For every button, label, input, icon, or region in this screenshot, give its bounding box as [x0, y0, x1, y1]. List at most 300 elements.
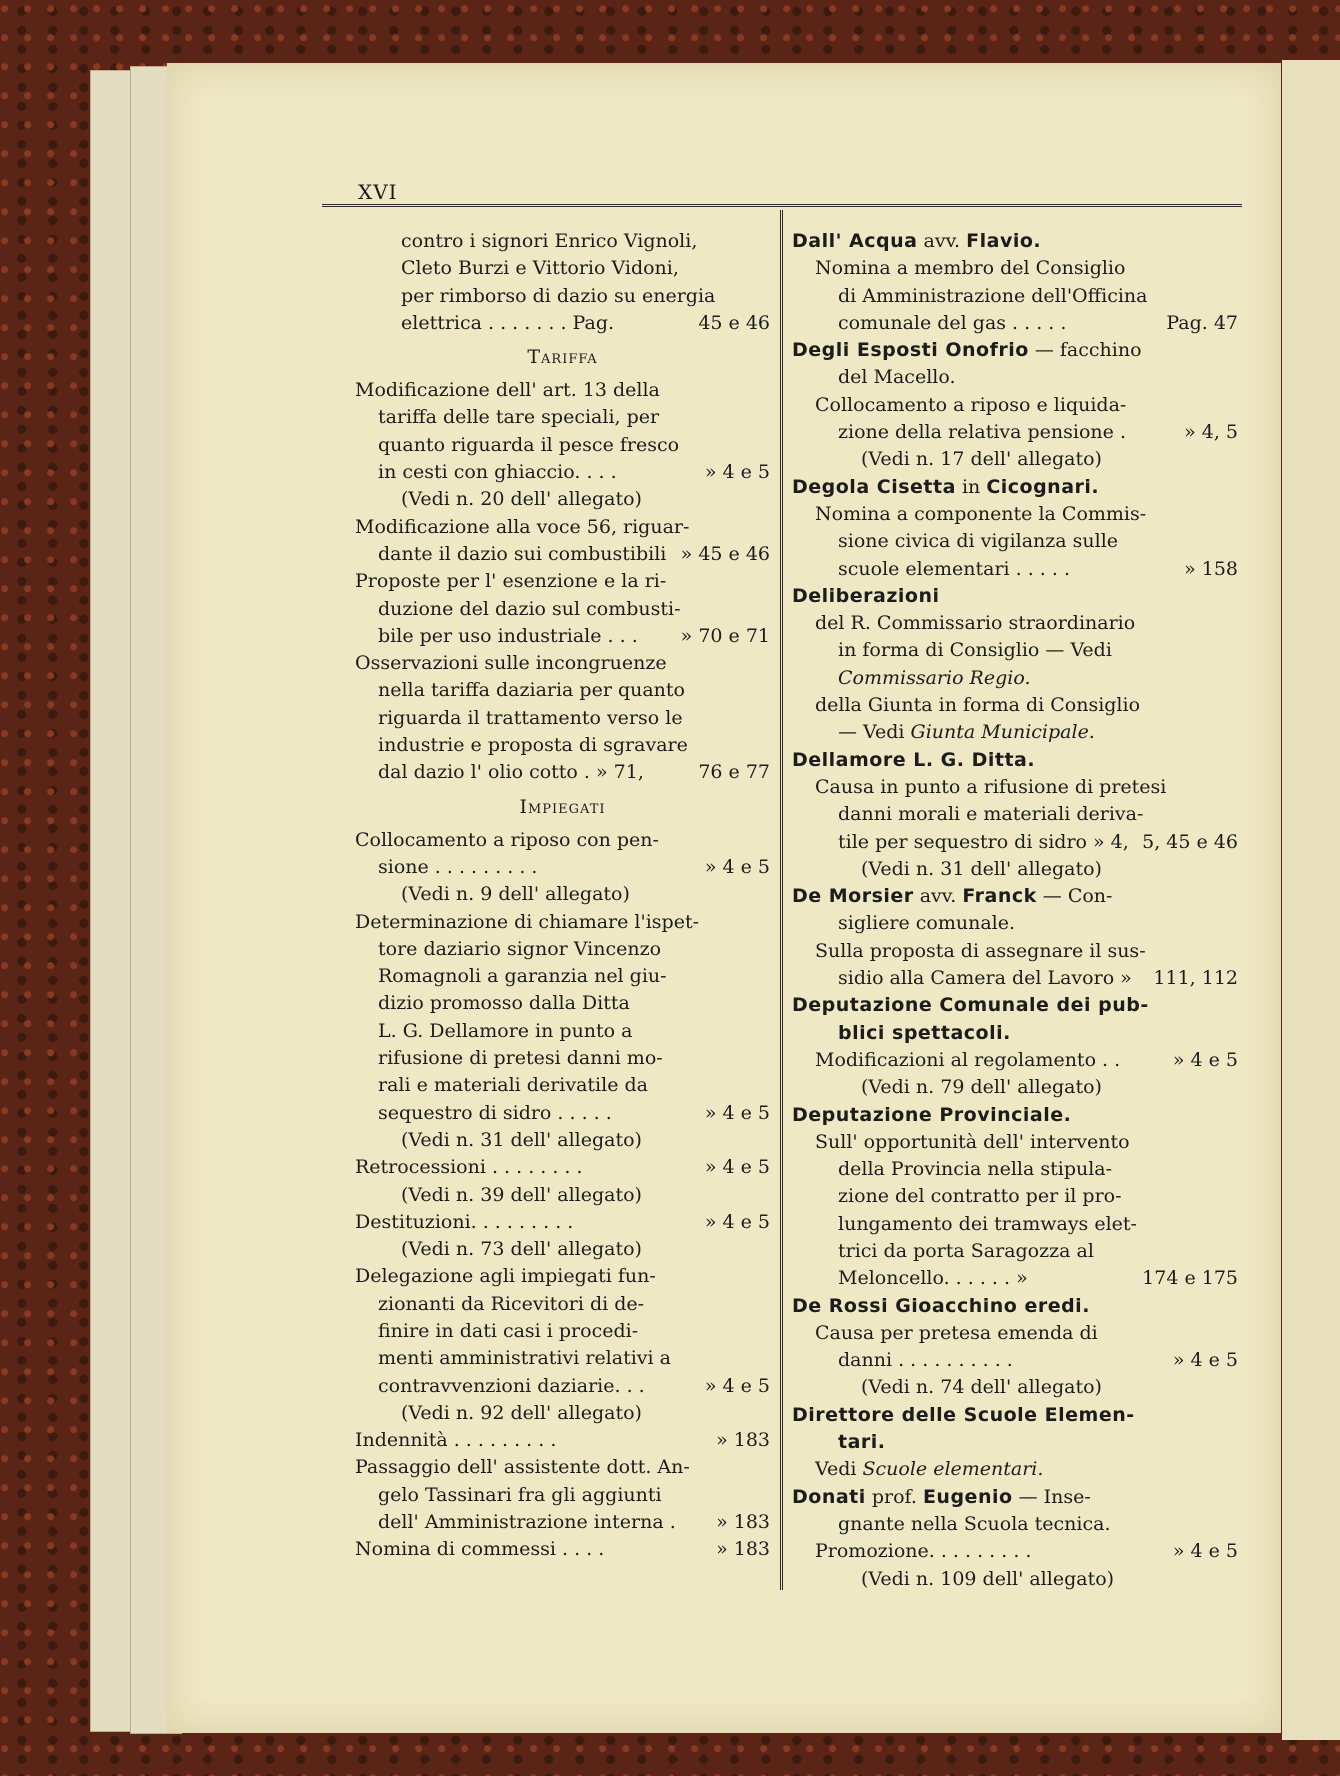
entry-description: elettrica . . . . . . . Pag. [401, 311, 615, 334]
entry-text [355, 1154, 583, 1181]
entry-text [378, 854, 537, 881]
entry-text [838, 1238, 1094, 1265]
index-line [355, 732, 770, 759]
entry-description: per rimborso di dazio su energia [401, 284, 716, 307]
index-line [792, 1047, 1238, 1074]
index-line [792, 1211, 1238, 1238]
entry-description: scuole elementari . . . . . [838, 557, 1071, 580]
entry-description: Determinazione di chiamare l'ispet- [355, 910, 700, 933]
page-reference: 45 e 46 [698, 311, 770, 334]
index-line [355, 936, 770, 963]
index-line [355, 596, 770, 623]
entry-description: Nomina a membro del Consiglio [815, 257, 1126, 280]
entry-description: (Vedi n. 109 dell' allegato) [861, 1567, 1115, 1590]
index-line [792, 1429, 1238, 1456]
page-reference: 5, 45 e 46 [1142, 830, 1238, 853]
entry-description: menti amministrativi relativi a [378, 1347, 671, 1370]
entry-description: sigliere comunale. [838, 912, 1016, 935]
entry-text [355, 827, 659, 854]
index-line [355, 228, 770, 255]
entry-name: Direttore delle Scuole Elemen- [792, 1403, 1135, 1426]
entry-name: Dall' Acqua [792, 230, 918, 252]
index-line [792, 255, 1238, 282]
entry-text [378, 1045, 663, 1072]
entry-description: avv. [917, 230, 967, 252]
entry-description: (Vedi n. 20 dell' allegato) [401, 488, 642, 511]
entry-text [401, 1127, 642, 1154]
entry-description: dante il dazio sui combustibili [378, 542, 667, 565]
entry-description: Meloncello. . . . . . » [838, 1267, 1028, 1290]
index-line [355, 705, 770, 732]
index-line [355, 1236, 770, 1263]
entry-text [838, 910, 1015, 937]
entry-text [401, 228, 697, 255]
entry-description: Delegazione agli impiegati fun- [355, 1265, 656, 1288]
entry-description: Romagnoli a garanzia nel giu- [378, 965, 667, 988]
page-reference: » 4 e 5 [704, 1210, 770, 1233]
entry-description: Sulla proposta di assegnare il sus- [815, 939, 1146, 962]
index-line [792, 337, 1238, 364]
entry-text [401, 1182, 642, 1209]
entry-description: gnante nella Scuola tecnica. [838, 1512, 1111, 1535]
entry-description: rifusione di pretesi danni mo- [378, 1047, 663, 1070]
page-reference: » 4 e 5 [704, 461, 770, 484]
entry-text [378, 759, 644, 786]
entry-description: di Amministrazione dell'Officina [838, 284, 1148, 307]
entry-description: danni . . . . . . . . . . [838, 1349, 1013, 1372]
entry-text [861, 1074, 1102, 1101]
page-reference: 174 e 175 [1142, 1267, 1238, 1290]
entry-text [378, 705, 683, 732]
index-line [355, 1072, 770, 1099]
entry-description: (Vedi n. 9 dell' allegato) [401, 883, 630, 906]
entry-text [401, 310, 614, 337]
index-line [792, 1402, 1238, 1429]
entry-description: Nomina di commessi . . . . [355, 1538, 605, 1561]
entry-text [355, 568, 666, 595]
entry-name: Degli Esposti Onofrio [792, 339, 1029, 362]
entry-text [378, 1018, 633, 1045]
entry-description: Collocamento a riposo e liquida- [815, 393, 1127, 416]
page-reference: » 4 e 5 [704, 855, 770, 878]
entry-name: De Rossi Gioacchino eredi. [792, 1294, 1090, 1317]
index-line [792, 228, 1238, 255]
entry-description: Osservazioni sulle incongruenze [355, 652, 667, 675]
index-line [792, 1129, 1238, 1156]
index-line [355, 1100, 770, 1127]
entry-name: blici spettacoli. [838, 1021, 1011, 1044]
page-reference: 111, 112 [1153, 967, 1238, 990]
index-line [355, 514, 770, 541]
entry-text [792, 747, 1035, 774]
index-line [355, 568, 770, 595]
entry-text [838, 310, 1066, 337]
section-heading-text: Impiegati [519, 795, 606, 818]
page-reference: » 183 [716, 1429, 770, 1452]
index-line [792, 1456, 1238, 1483]
entry-description: industrie e proposta di sgravare [378, 734, 688, 757]
entry-description: Indennità . . . . . . . . . [355, 1429, 557, 1452]
entry-description: zione della relativa pensione . [838, 421, 1126, 444]
entry-description: Cleto Burzi e Vittorio Vidoni, [401, 257, 679, 280]
index-line [792, 610, 1238, 637]
entry-description: quanto riguarda il pesce fresco [378, 433, 680, 456]
entry-text [401, 255, 679, 282]
entry-description: — Vedi [838, 721, 911, 744]
entry-text [355, 1454, 690, 1481]
index-line [355, 1209, 770, 1236]
index-line [792, 474, 1238, 501]
entry-description: Promozione. . . . . . . . . [815, 1540, 1032, 1563]
index-line [792, 774, 1238, 801]
page-reference: » 158 [1184, 557, 1238, 580]
entry-text [838, 829, 1129, 856]
entry-text [838, 801, 1143, 828]
cross-reference: Giunta Municipale. [910, 721, 1095, 744]
entry-description: Causa in punto a rifusione di pretesi [815, 775, 1167, 798]
entry-text [815, 501, 1146, 528]
index-line [792, 719, 1238, 746]
entry-description: Vedi [815, 1458, 863, 1481]
index-line [355, 432, 770, 459]
entry-description: tile per sequestro di sidro » 4, [838, 830, 1129, 853]
entry-description: (Vedi n. 73 dell' allegato) [401, 1238, 642, 1261]
index-line [792, 446, 1238, 473]
entry-text [838, 1347, 1013, 1374]
entry-description: Causa per pretesa emenda di [815, 1321, 1098, 1344]
entry-text [401, 1400, 642, 1427]
entry-description: Collocamento a riposo con pen- [355, 828, 659, 851]
entry-description: (Vedi n. 74 dell' allegato) [861, 1376, 1102, 1399]
index-line [355, 1400, 770, 1427]
entry-description: (Vedi n. 92 dell' allegato) [401, 1401, 642, 1424]
entry-description: (Vedi n. 79 dell' allegato) [861, 1076, 1102, 1099]
entry-description: finire in dati casi i procedi- [378, 1319, 639, 1342]
page-reference: » 183 [716, 1538, 770, 1561]
entry-text [838, 965, 1132, 992]
entry-text [861, 1566, 1114, 1593]
index-line [792, 1484, 1238, 1511]
index-line [355, 255, 770, 282]
entry-text [378, 1291, 644, 1318]
right-column [792, 228, 1238, 1593]
index-line [355, 1127, 770, 1154]
entry-text [815, 1320, 1098, 1347]
entry-description: Sull' opportunità dell' intervento [815, 1130, 1130, 1153]
entry-text [792, 1102, 1071, 1129]
entry-description: contro i signori Enrico Vignoli, [401, 230, 698, 252]
entry-text [355, 1263, 656, 1290]
entry-text [378, 596, 681, 623]
entry-text [838, 1511, 1111, 1538]
entry-description: Retrocessioni . . . . . . . . [355, 1156, 583, 1179]
index-line [355, 1482, 770, 1509]
page-reference: » 4 e 5 [704, 1156, 770, 1179]
index-line [792, 1538, 1238, 1565]
entry-text [378, 404, 659, 431]
entry-description: Modificazione dell' art. 13 della [355, 379, 660, 402]
index-line [355, 283, 770, 310]
index-line [792, 1511, 1238, 1538]
index-line [355, 650, 770, 677]
entry-description: riguarda il trattamento verso le [378, 706, 683, 729]
entry-text [378, 1072, 648, 1099]
index-line [792, 1074, 1238, 1101]
entry-description: trici da porta Saragozza al [838, 1239, 1094, 1262]
entry-description: rali e materiali derivatile da [378, 1074, 648, 1097]
index-line [792, 1183, 1238, 1210]
index-line [355, 1318, 770, 1345]
entry-description: sione civica di vigilanza sulle [838, 530, 1119, 553]
index-line [792, 528, 1238, 555]
entry-description: Nomina a componente la Commis- [815, 502, 1147, 525]
entry-text [378, 1373, 645, 1400]
entry-text [838, 719, 1095, 746]
entry-description: zionanti da Ricevitori di de- [378, 1292, 645, 1315]
entry-description: duzione del dazio sul combusti- [378, 597, 681, 620]
entry-description: dell' Amministrazione interna . [378, 1511, 676, 1534]
index-line [355, 1454, 770, 1481]
cross-reference: Commissario Regio. [838, 666, 1031, 689]
cross-reference: Scuole elementari. [862, 1458, 1044, 1481]
entry-description: danni morali e materiali deriva- [838, 803, 1144, 826]
page-reference: » 4 e 5 [704, 1101, 770, 1124]
entry-name: De Morsier [792, 885, 914, 908]
index-line [355, 881, 770, 908]
entry-text [378, 963, 667, 990]
index-line [355, 1154, 770, 1181]
index-line [792, 419, 1238, 446]
entry-text [861, 446, 1102, 473]
entry-text [861, 1374, 1102, 1401]
index-line [355, 1182, 770, 1209]
entry-text [378, 459, 617, 486]
entry-text [861, 856, 1102, 883]
left-column [355, 228, 770, 1564]
index-line [355, 377, 770, 404]
index-line [792, 801, 1238, 828]
index-line [355, 623, 770, 650]
index-line [792, 829, 1238, 856]
entry-text [838, 528, 1118, 555]
index-line [792, 692, 1238, 719]
index-line [792, 392, 1238, 419]
entry-text [355, 514, 689, 541]
index-line [355, 990, 770, 1017]
entry-description: contravvenzioni daziarie. . . [378, 1374, 645, 1397]
entry-description: sequestro di sidro . . . . . [378, 1101, 612, 1124]
index-line [355, 1427, 770, 1454]
entry-text [378, 541, 666, 568]
entry-text [355, 650, 667, 677]
entry-text [792, 337, 1142, 364]
entry-description: Modificazioni al regolamento . . [815, 1048, 1121, 1071]
index-line [355, 1536, 770, 1563]
entry-text [838, 1429, 886, 1456]
index-line [792, 1347, 1238, 1374]
entry-text [838, 1156, 1112, 1183]
index-line [792, 1566, 1238, 1593]
page-reference: » 4 e 5 [1172, 1048, 1238, 1071]
entry-text [815, 938, 1146, 965]
index-line [792, 1320, 1238, 1347]
entry-description: tariffa delle tare speciali, per [378, 406, 660, 429]
entry-text [378, 1345, 671, 1372]
entry-text [792, 1484, 1091, 1511]
entry-description: (Vedi n. 31 dell' allegato) [401, 1128, 642, 1151]
entry-text [792, 883, 1112, 910]
entry-description: della Provincia nella stipula- [838, 1158, 1113, 1181]
entry-description: Proposte per l' esenzione e la ri- [355, 570, 667, 593]
entry-text [378, 1482, 662, 1509]
entry-text [815, 1129, 1130, 1156]
index-line [355, 677, 770, 704]
entry-description: in forma di Consiglio — Vedi [838, 639, 1112, 662]
entry-text [378, 990, 630, 1017]
entry-description: bile per uso industriale . . . [378, 624, 638, 647]
index-line [355, 759, 770, 786]
entry-description-second: — Inse- [1012, 1485, 1091, 1508]
entry-text [378, 1509, 676, 1536]
entry-text [378, 1100, 612, 1127]
index-line [355, 963, 770, 990]
entry-description: tore daziario signor Vincenzo [378, 937, 662, 960]
index-line [355, 909, 770, 936]
index-line [792, 938, 1238, 965]
entry-text [401, 283, 715, 310]
index-line [792, 556, 1238, 583]
entry-text [378, 623, 638, 650]
index-line [792, 583, 1238, 610]
entry-text [815, 692, 1140, 719]
index-line [792, 965, 1238, 992]
entry-description: dizio promosso dalla Ditta [378, 992, 630, 1015]
index-line [792, 1156, 1238, 1183]
index-line [355, 541, 770, 568]
entry-text [838, 364, 956, 391]
entry-description: (Vedi n. 39 dell' allegato) [401, 1183, 642, 1206]
entry-text [838, 419, 1126, 446]
entry-name: Dellamore L. G. Ditta. [792, 748, 1036, 771]
page-reference: » 4 e 5 [1172, 1540, 1238, 1563]
entry-name: Deputazione Provinciale. [792, 1103, 1072, 1126]
page-reference: » 70 e 71 [680, 624, 770, 647]
next-page-edge [1282, 60, 1340, 1740]
entry-description: Destituzioni. . . . . . . . . [355, 1210, 574, 1233]
index-line [792, 665, 1238, 692]
entry-text [355, 377, 660, 404]
index-line [792, 501, 1238, 528]
index-line [792, 1020, 1238, 1047]
entry-text [815, 1538, 1031, 1565]
header-rule [322, 204, 1242, 207]
entry-description: avv. [913, 885, 963, 908]
entry-text [838, 283, 1147, 310]
page-reference: » 4 e 5 [704, 1374, 770, 1397]
entry-description: prof. [865, 1485, 923, 1508]
entry-text [378, 1318, 638, 1345]
index-line [792, 1293, 1238, 1320]
entry-text [838, 1183, 1122, 1210]
entry-name-second: Eugenio [922, 1485, 1013, 1508]
entry-text [401, 486, 642, 513]
entry-name: Degola Cisetta [792, 475, 956, 498]
entry-text [815, 1047, 1120, 1074]
index-line [355, 827, 770, 854]
index-line [792, 310, 1238, 337]
index-line [355, 1018, 770, 1045]
entry-text [378, 732, 688, 759]
entry-description: sione . . . . . . . . . [378, 855, 538, 878]
index-line [355, 404, 770, 431]
index-line [792, 1102, 1238, 1129]
entry-text [815, 392, 1126, 419]
entry-text [401, 881, 630, 908]
index-line [792, 856, 1238, 883]
entry-description: comunale del gas . . . . . [838, 311, 1067, 334]
entry-text [838, 1020, 1011, 1047]
entry-description-second: — Con- [1036, 885, 1113, 908]
entry-text [838, 637, 1112, 664]
index-line [355, 459, 770, 486]
entry-name: tari. [838, 1431, 886, 1454]
index-line [355, 310, 770, 337]
column-divider [780, 210, 783, 1590]
entry-description: (Vedi n. 31 dell' allegato) [861, 857, 1102, 880]
page-number: XVI [358, 180, 398, 204]
page-reference: Pag. 47 [1166, 311, 1238, 334]
entry-text [838, 1265, 1028, 1292]
index-line [355, 854, 770, 881]
entry-description: del Macello. [838, 366, 956, 389]
entry-text [792, 992, 1149, 1019]
entry-text [792, 474, 1099, 501]
page-reference: 76 e 77 [698, 761, 770, 784]
index-line [792, 1374, 1238, 1401]
entry-description: Modificazione alla voce 56, riguar- [355, 515, 690, 538]
entry-text [792, 583, 940, 610]
entry-description: della Giunta in forma di Consiglio [815, 694, 1141, 717]
entry-text [815, 1456, 1043, 1483]
entry-description: in cesti con ghiaccio. . . . [378, 461, 617, 484]
entry-name: Deputazione Comunale dei pub- [792, 994, 1149, 1017]
entry-text [355, 1209, 573, 1236]
entry-text [792, 228, 1041, 255]
page-reference: » 4 e 5 [1172, 1349, 1238, 1372]
index-line [792, 1238, 1238, 1265]
entry-description: L. G. Dellamore in punto a [378, 1019, 633, 1042]
section-heading-text: Tariffa [527, 346, 598, 369]
index-line [355, 1373, 770, 1400]
index-line [792, 637, 1238, 664]
entry-text [838, 665, 1031, 692]
page-reference: » 183 [716, 1511, 770, 1534]
entry-description: dal dazio l' olio cotto . » 71, [378, 761, 644, 784]
page-reference: » 45 e 46 [680, 542, 770, 565]
entry-text [792, 1293, 1090, 1320]
entry-description: in [955, 475, 987, 498]
index-line [355, 1045, 770, 1072]
entry-text [355, 1536, 604, 1563]
entry-text [355, 1427, 556, 1454]
entry-text [401, 1236, 642, 1263]
entry-text [378, 936, 661, 963]
entry-name: Deliberazioni [792, 584, 940, 607]
index-line [355, 1345, 770, 1372]
entry-description: del R. Commissario straordinario [815, 612, 1136, 635]
section-heading [355, 787, 770, 827]
entry-text [378, 677, 685, 704]
